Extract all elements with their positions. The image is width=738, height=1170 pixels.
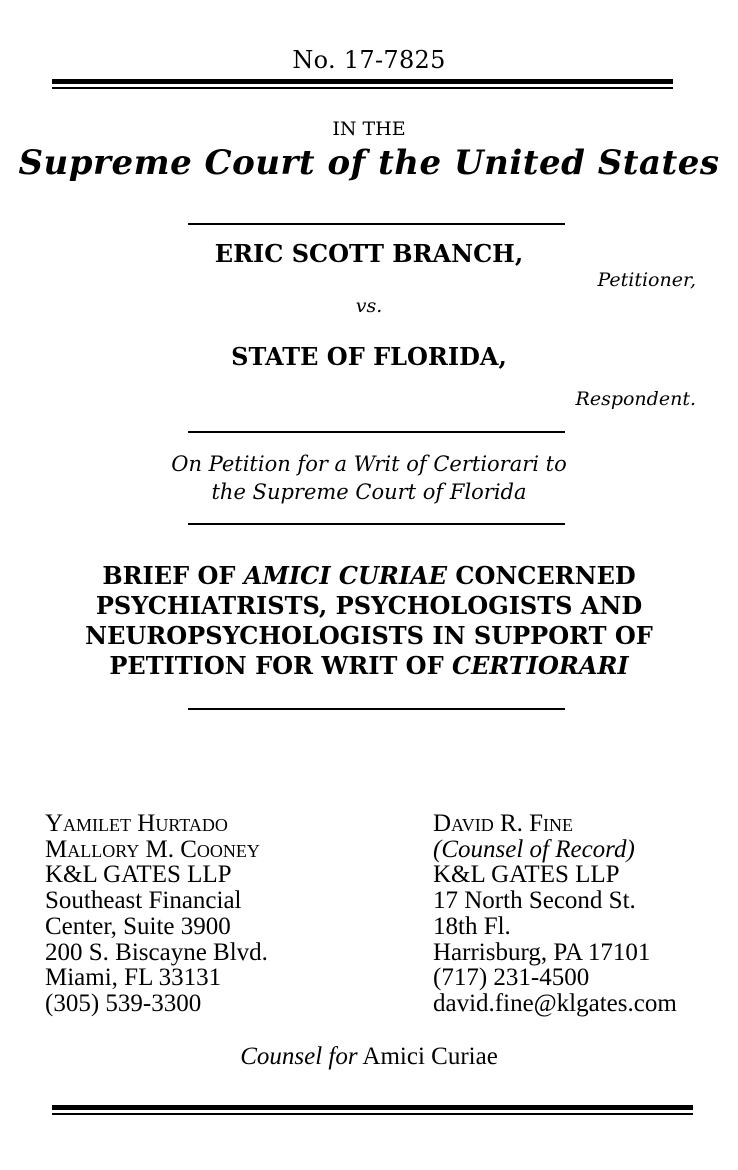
counsel-phone: (305) 539-3300: [45, 989, 202, 1017]
bottom-rule-thick: [52, 1105, 693, 1110]
counsel-for-parties: Amici Curiae: [357, 1043, 498, 1070]
counsel-name: Yamilet Hurtado: [45, 810, 228, 837]
counsel-address-line: Southeast Financial: [45, 887, 242, 915]
brief-title-line-1: [0, 561, 738, 591]
counsel-address-line: Harrisburg, PA 17101: [433, 938, 651, 966]
brief-title-text: CONCERNED: [446, 561, 636, 590]
brief-title-italic: CERTIORARI: [451, 651, 629, 680]
brief-title-text: PETITION FOR WRIT OF: [109, 651, 452, 680]
brief-title-italic: AMICI CURIAE: [243, 561, 447, 590]
top-rule-thin: [52, 87, 673, 89]
petitioner-role: Petitioner,: [597, 269, 696, 291]
counsel-address-line: Miami, FL 33131: [45, 964, 222, 992]
petition-line-1: On Petition for a Writ of Certiorari to: [171, 452, 567, 476]
counsel-address-line: 18th Fl.: [433, 912, 511, 940]
counsel-firm: K&L GATES LLP: [45, 861, 232, 889]
bottom-rule-thin: [52, 1113, 693, 1115]
brief-title: [0, 561, 738, 681]
counsel-address-line: 17 North Second St.: [433, 887, 636, 915]
counsel-name: David R. Fine: [433, 810, 574, 837]
counsel-of-record-note: (Counsel of Record): [433, 835, 635, 863]
counsel-firm: K&L GATES LLP: [433, 861, 620, 889]
top-rule-thick: [52, 79, 673, 84]
counsel-address-line: Center, Suite 3900: [45, 912, 231, 940]
divider-rule: [188, 708, 565, 710]
petition-line-2: the Supreme Court of Florida: [211, 480, 527, 504]
docket-number: No. 17-7825: [292, 46, 446, 74]
divider-rule: [188, 523, 565, 525]
respondent-role: Respondent.: [575, 388, 696, 410]
counsel-name: Mallory M. Cooney: [45, 835, 260, 863]
counsel-address-line: 200 S. Biscayne Blvd.: [45, 938, 268, 966]
counsel-block-right: [433, 811, 677, 1017]
court-name: Supreme Court of the United States: [18, 143, 720, 183]
divider-rule: [188, 223, 565, 225]
versus: vs.: [355, 295, 383, 317]
counsel-phone: (717) 231-4500: [433, 964, 590, 992]
petitioner-name: ERIC SCOTT BRANCH,: [214, 239, 524, 268]
counsel-block-left: [45, 811, 268, 1017]
respondent-name: STATE OF FLORIDA,: [231, 342, 507, 371]
brief-title-line-2: PSYCHIATRISTS, PSYCHOLOGISTS AND: [95, 591, 643, 620]
brief-title-line-4: [0, 651, 738, 681]
counsel-for-line: [0, 1043, 738, 1071]
counsel-for-italic: Counsel for: [240, 1043, 358, 1070]
brief-title-text: BRIEF OF: [102, 561, 244, 590]
counsel-email: david.fine@klgates.com: [433, 989, 677, 1017]
preamble: IN THE: [332, 118, 406, 140]
divider-rule: [188, 431, 565, 433]
brief-title-line-3: NEUROPSYCHOLOGISTS IN SUPPORT OF: [85, 621, 653, 650]
